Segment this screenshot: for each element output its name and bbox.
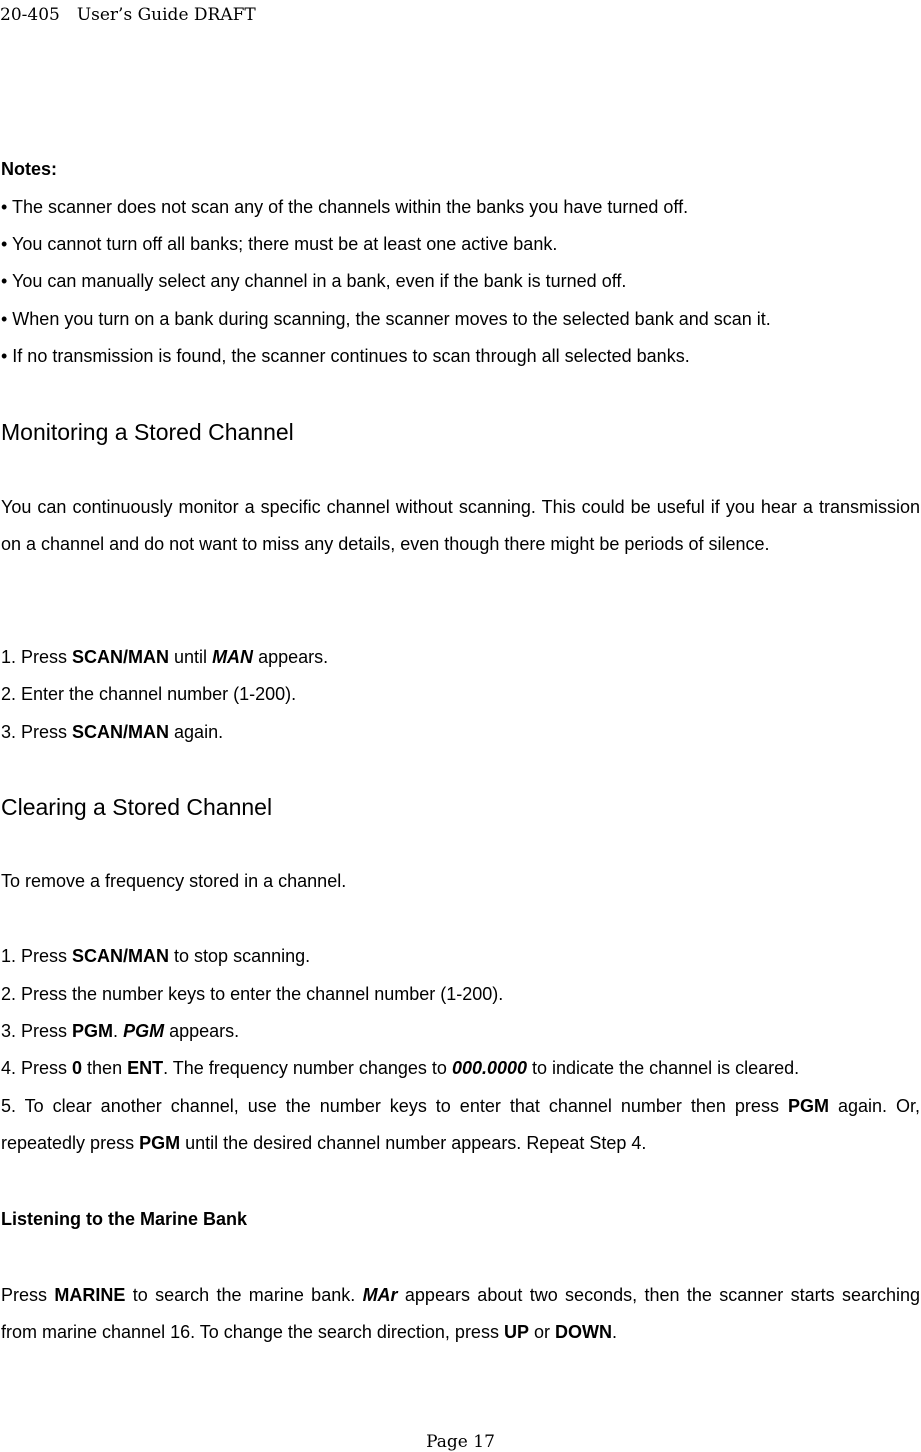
monitoring-heading: Monitoring a Stored Channel: [1, 419, 294, 445]
clearing-step-5: 5. To clear another channel, use the number keys to enter that channel number then press PGM again. Or, repeatedly press PGM until the desired channel number appears. Repeat Step 4.: [1, 1096, 920, 1153]
clearing-heading: Clearing a Stored Channel: [1, 794, 273, 820]
clearing-step-4: 4. Press 0 then ENT. The frequency number changes to 000.0000 to indicate the channel is cleared.: [1, 1058, 800, 1078]
note-item-1: • The scanner does not scan any of the channels within the banks you have turned off.: [1, 197, 689, 217]
monitoring-step-1: 1. Press SCAN/MAN until MAN appears.: [1, 647, 329, 667]
page-number: Page 17: [426, 1432, 495, 1452]
clearing-step-3: 3. Press PGM. PGM appears.: [1, 1021, 240, 1041]
note-item-5: • If no transmission is found, the scanner continues to scan through all selected banks.: [1, 346, 690, 366]
clearing-intro: To remove a frequency stored in a channel.: [1, 871, 347, 891]
note-item-4: • When you turn on a bank during scanning, the scanner moves to the selected bank and scan it.: [1, 309, 771, 329]
notes-title: Notes:: [1, 159, 58, 179]
monitoring-step-2: 2. Enter the channel number (1-200).: [1, 684, 297, 704]
page-header: 20-405 User’s Guide DRAFT: [0, 5, 256, 25]
clearing-step-1: 1. Press SCAN/MAN to stop scanning.: [1, 946, 311, 966]
marine-paragraph: Press MARINE to search the marine bank. MAr appears about two seconds, then the scanner starts searching from marine channel 16. To change the search direction, press UP or DOWN.: [1, 1285, 920, 1342]
marine-heading: Listening to the Marine Bank: [1, 1209, 248, 1229]
monitoring-step-3: 3. Press SCAN/MAN again.: [1, 722, 224, 742]
note-item-2: • You cannot turn off all banks; there must be at least one active bank.: [1, 234, 558, 254]
monitoring-intro: You can continuously monitor a specific channel without scanning. This could be useful if you hear a transmission on a channel and do not want to miss any details, even though there might be periods of silence.: [1, 497, 920, 554]
note-item-3: • You can manually select any channel in a bank, even if the bank is turned off.: [1, 271, 627, 291]
clearing-step-2: 2. Press the number keys to enter the channel number (1-200).: [1, 984, 504, 1004]
